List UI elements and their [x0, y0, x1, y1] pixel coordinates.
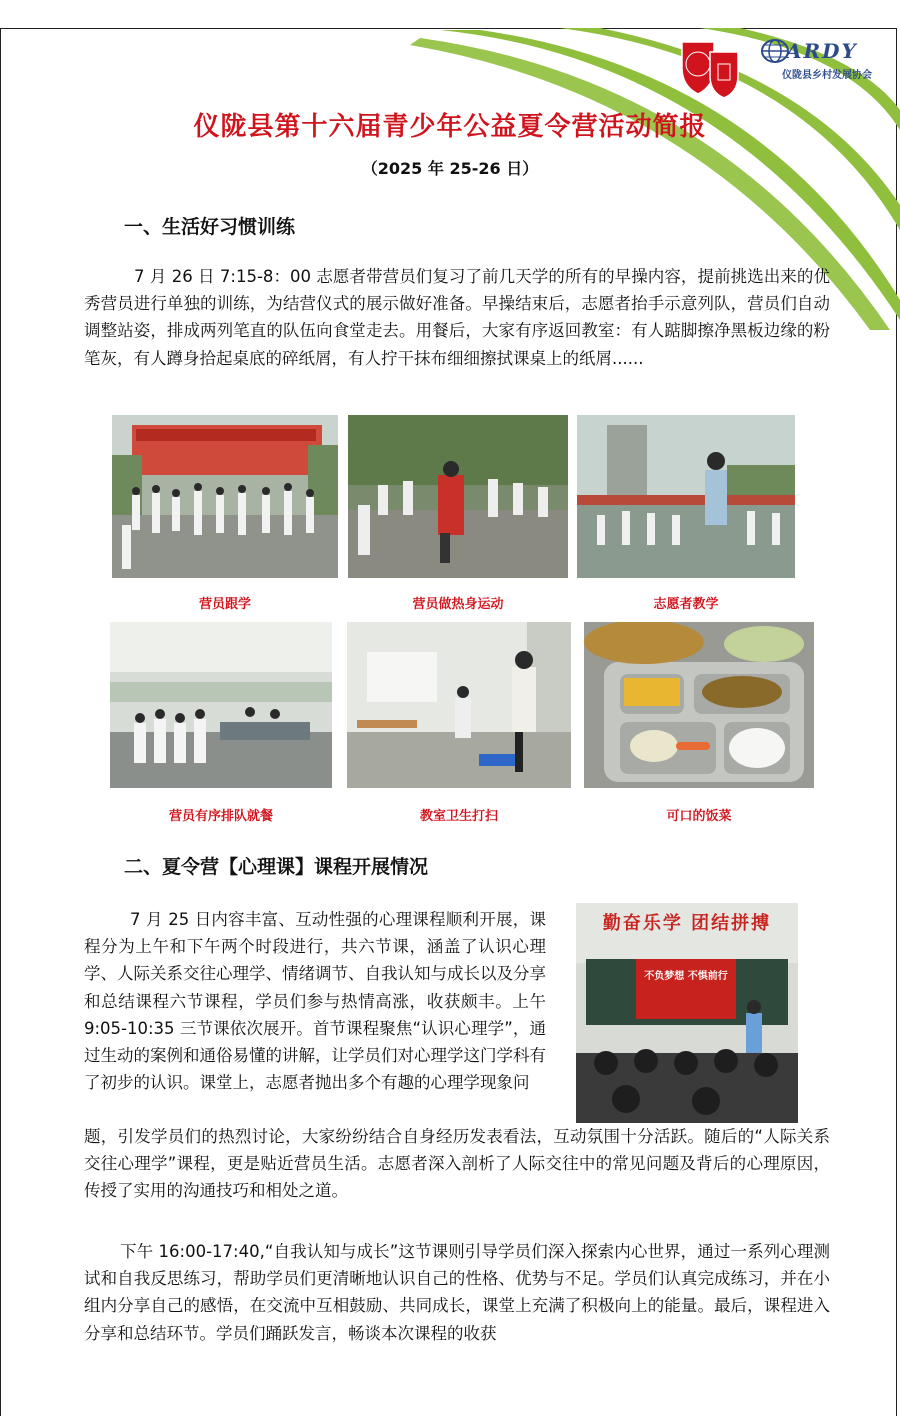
report-date: （2025 年 25-26 日）	[361, 159, 539, 178]
section2-paragraph-continued: 题，引发学员们的热烈讨论，大家纷纷结合自身经历发表看法，互动氛围十分活跃。随后的“人际关系交往心理学”课程，更是贴近营员生活。志愿者深入剖析了人际交往中的常见问题及背后的心理原因，传授了实用的沟通技巧和相处之道。	[84, 1127, 830, 1201]
section2-paragraph-afternoon: 下午 16:00-17:40,“自我认知与成长”这节课则引导学员们深入探索内心世界，通过一系列心理测试和自我反思练习，帮助学员们更清晰地认识自己的性格、优势与不足。学员们认真完成练习，并在小组内分享自己的感悟，在交流中互相鼓励、共同成长，课堂上充满了积极向上的能量。最后，课程进入分享和总结环节。学员们踊跃发言，畅谈本次课程的收获	[84, 1242, 830, 1343]
report-title: 仪陇县第十六届青少年公益夏令营活动简报	[193, 112, 707, 142]
caption-photo-4: 营员有序排队就餐	[168, 809, 273, 824]
caption-photo-2: 营员做热身运动	[412, 597, 504, 612]
photo-tasty-meal	[584, 622, 814, 788]
photo-volunteer-teaching	[577, 415, 795, 578]
photo-classroom-cleaning	[347, 622, 571, 788]
classroom-screen-text: 不负梦想 不惧前行	[644, 971, 728, 982]
header-logos	[676, 38, 872, 100]
section1-heading: 一、生活好习惯训练	[124, 216, 296, 238]
photo-psychology-class	[576, 903, 798, 1123]
photo-queue-for-meal	[110, 622, 332, 788]
caption-photo-6: 可口的饭菜	[666, 809, 732, 824]
caption-photo-3: 志愿者教学	[653, 597, 719, 612]
photo-warmup-exercise	[348, 415, 568, 578]
ardy-wordmark: ARDY	[786, 39, 858, 63]
ardy-subtitle: 仪陇县乡村发展协会	[782, 70, 872, 81]
ardy-logo	[760, 38, 872, 81]
section2-heading: 二、夏令营【心理课】课程开展情况	[124, 856, 429, 878]
classroom-banner-text: 勤奋乐学 团结拼搏	[602, 913, 772, 934]
caption-photo-5: 教室卫生打扫	[419, 809, 498, 824]
section2-paragraph-wrapped: 7 月 25 日内容丰富、互动性强的心理课程顺利开展，课程分为上午和下午两个时段进行，共六节课，涵盖了认识心理学、人际关系交往心理学、情绪调节、自我认知与成长以及分享和总结课程六节课程，学员们参与热情高涨，收获颇丰。上午 9:05-10:35 三节课依次展开。首节课程聚焦“认识心理学”，通过生动的案例和通俗易懂的讲解，让学员们对心理学这门学科有了初步的认识。课堂上，志愿者抛出多个有趣的心理学现象问	[84, 910, 546, 1093]
photo-campers-following	[112, 415, 338, 578]
salvation-army-logo-icon	[676, 38, 742, 100]
section1-paragraph: 7 月 26 日 7:15-8：00 志愿者带营员们复习了前几天学的所有的早操内容，提前挑选出来的优秀营员进行单独的训练，为结营仪式的展示做好准备。早操结束后，志愿者抬手示意列队，营员们自动调整站姿，排成两列笔直的队伍向食堂走去。用餐后，大家有序返回教室：有人踮脚擦净黑板边缘的粉笔灰，有人蹲身拾起桌底的碎纸屑，有人拧干抹布细细擦拭课桌上的纸屑......	[84, 267, 830, 368]
caption-photo-1: 营员跟学	[198, 597, 251, 612]
